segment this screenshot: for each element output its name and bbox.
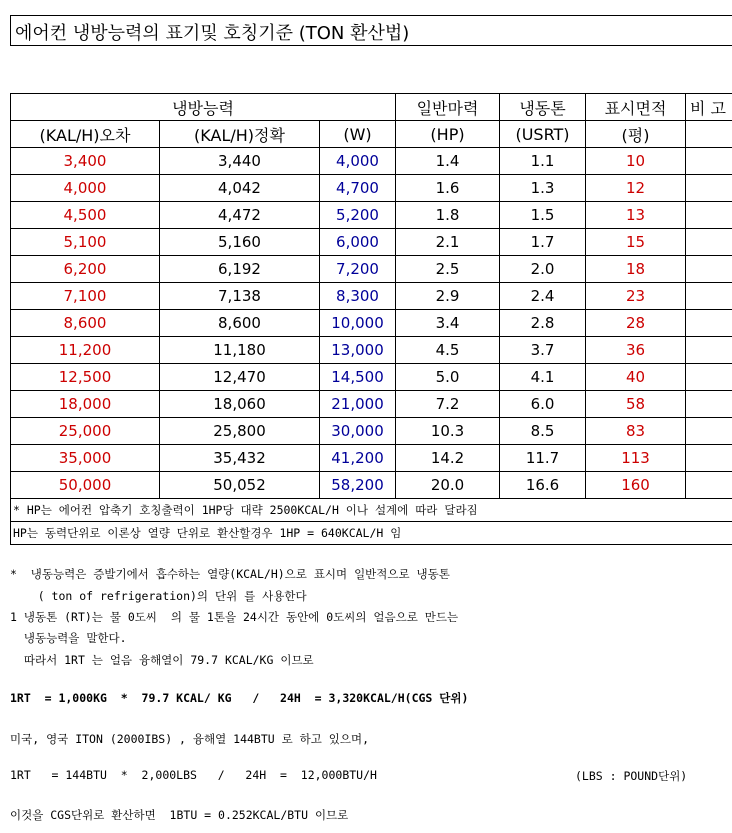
table-note: * HP는 에어컨 압축기 호칭출력이 1HP당 대략 2500KCAL/H 이나 설계에 따라 달라짐 (11, 499, 732, 522)
cell-kcal-approx: 12,500 (11, 364, 160, 391)
cell-remarks (686, 472, 732, 499)
cell-hp: 2.5 (396, 256, 500, 283)
cell-kcal-approx: 25,000 (11, 418, 160, 445)
body-line-1: * 냉동능력은 증발기에서 흡수하는 열량(KCAL/H)으로 표시며 일반적으로 냉동톤 (10, 567, 450, 581)
table-note-row (11, 499, 732, 522)
cell-hp: 2.9 (396, 283, 500, 310)
title-box (10, 15, 732, 46)
table-row (11, 418, 732, 445)
page-title: 에어컨 냉방능력의 표기및 호칭기준 (TON 환산법) (15, 23, 410, 44)
cell-kcal-exact: 4,472 (160, 202, 320, 229)
cell-watt: 5,200 (320, 202, 396, 229)
body-unit-note: (LBS : POUND단위) (575, 769, 688, 783)
cell-usrt: 2.0 (500, 256, 586, 283)
cell-kcal-approx: 3,400 (11, 148, 160, 175)
cell-remarks (686, 418, 732, 445)
cell-pyeong: 23 (586, 283, 686, 310)
table-row (11, 445, 732, 472)
cell-remarks (686, 337, 732, 364)
header-horsepower: 일반마력 (396, 94, 500, 121)
unit-watt: (W) (320, 121, 396, 148)
cell-remarks (686, 445, 732, 472)
cell-usrt: 6.0 (500, 391, 586, 418)
table-row (11, 229, 732, 256)
cell-kcal-exact: 6,192 (160, 256, 320, 283)
table-row (11, 175, 732, 202)
cell-kcal-approx: 18,000 (11, 391, 160, 418)
cell-hp: 3.4 (396, 310, 500, 337)
cell-pyeong: 36 (586, 337, 686, 364)
cell-pyeong: 10 (586, 148, 686, 175)
table-row (11, 364, 732, 391)
cell-kcal-exact: 4,042 (160, 175, 320, 202)
cell-watt: 14,500 (320, 364, 396, 391)
cell-kcal-exact: 3,440 (160, 148, 320, 175)
cell-kcal-approx: 6,200 (11, 256, 160, 283)
cell-usrt: 8.5 (500, 418, 586, 445)
cell-hp: 1.6 (396, 175, 500, 202)
cell-usrt: 1.3 (500, 175, 586, 202)
cell-hp: 7.2 (396, 391, 500, 418)
unit-kcal-exact: (KAL/H)정확 (160, 121, 320, 148)
cell-remarks (686, 283, 732, 310)
cell-usrt: 16.6 (500, 472, 586, 499)
table-row (11, 310, 732, 337)
unit-usrt: (USRT) (500, 121, 586, 148)
cell-pyeong: 113 (586, 445, 686, 472)
body-line-7: 미국, 영국 ITON (2000IBS) , 융해열 144BTU 로 하고 있으며, (10, 732, 370, 746)
table-row (11, 391, 732, 418)
cell-kcal-exact: 50,052 (160, 472, 320, 499)
table-row (11, 337, 732, 364)
header-cooling-capacity: 냉방능력 (11, 94, 396, 121)
cell-kcal-exact: 11,180 (160, 337, 320, 364)
cell-kcal-approx: 8,600 (11, 310, 160, 337)
cell-pyeong: 28 (586, 310, 686, 337)
header-refrigeration-ton: 냉동톤 (500, 94, 586, 121)
cell-usrt: 3.7 (500, 337, 586, 364)
table-note: HP는 동력단위로 이론상 열량 단위로 환산할경우 1HP = 640KCAL/H 임 (11, 522, 732, 545)
unit-kcal-approx: (KAL/H)오차 (11, 121, 160, 148)
cell-hp: 1.8 (396, 202, 500, 229)
cell-pyeong: 18 (586, 256, 686, 283)
cell-remarks (686, 175, 732, 202)
cell-pyeong: 83 (586, 418, 686, 445)
cell-hp: 14.2 (396, 445, 500, 472)
cell-remarks (686, 148, 732, 175)
cell-remarks (686, 364, 732, 391)
cell-usrt: 2.4 (500, 283, 586, 310)
cell-remarks (686, 229, 732, 256)
cell-kcal-approx: 5,100 (11, 229, 160, 256)
cell-hp: 1.4 (396, 148, 500, 175)
table-note-row (11, 522, 732, 545)
capacity-table (10, 93, 732, 545)
cell-watt: 13,000 (320, 337, 396, 364)
cell-hp: 2.1 (396, 229, 500, 256)
cell-usrt: 2.8 (500, 310, 586, 337)
cell-pyeong: 40 (586, 364, 686, 391)
cell-remarks (686, 202, 732, 229)
cell-kcal-exact: 8,600 (160, 310, 320, 337)
table-row (11, 148, 732, 175)
cell-kcal-approx: 4,000 (11, 175, 160, 202)
cell-pyeong: 15 (586, 229, 686, 256)
cell-watt: 6,000 (320, 229, 396, 256)
body-line-10: 이것을 CGS단위로 환산하면 1BTU = 0.252KCAL/BTU 이므로 (10, 808, 349, 822)
header-display-area: 표시면적 (586, 94, 686, 121)
unit-hp: (HP) (396, 121, 500, 148)
cell-remarks (686, 391, 732, 418)
cell-watt: 58,200 (320, 472, 396, 499)
table-row (11, 202, 732, 229)
cell-usrt: 1.1 (500, 148, 586, 175)
cell-watt: 8,300 (320, 283, 396, 310)
cell-hp: 4.5 (396, 337, 500, 364)
cell-kcal-exact: 12,470 (160, 364, 320, 391)
cell-watt: 21,000 (320, 391, 396, 418)
cell-kcal-exact: 5,160 (160, 229, 320, 256)
body-line-2: ( ton of refrigeration)의 단위 를 사용한다 (10, 589, 307, 603)
cell-kcal-exact: 7,138 (160, 283, 320, 310)
cell-watt: 41,200 (320, 445, 396, 472)
cell-hp: 20.0 (396, 472, 500, 499)
cell-remarks (686, 310, 732, 337)
cell-watt: 30,000 (320, 418, 396, 445)
cell-hp: 5.0 (396, 364, 500, 391)
body-formula-1: 1RT = 1,000KG * 79.7 KCAL/ KG / 24H = 3,320KCAL/H(CGS 단위) (10, 691, 469, 705)
body-line-5: 따라서 1RT 는 얼음 융해열이 79.7 KCAL/KG 이므로 (10, 653, 314, 667)
cell-pyeong: 12 (586, 175, 686, 202)
cell-pyeong: 13 (586, 202, 686, 229)
body-line-3: 1 냉동톤 (RT)는 물 0도씨 의 물 1톤을 24시간 동안에 0도씨의 얼음으로 만드는 (10, 610, 459, 624)
cell-kcal-approx: 11,200 (11, 337, 160, 364)
cell-watt: 10,000 (320, 310, 396, 337)
cell-remarks (686, 256, 732, 283)
cell-usrt: 1.7 (500, 229, 586, 256)
table-row (11, 256, 732, 283)
cell-kcal-exact: 18,060 (160, 391, 320, 418)
cell-pyeong: 58 (586, 391, 686, 418)
unit-pyeong: (평) (586, 121, 686, 148)
cell-kcal-approx: 7,100 (11, 283, 160, 310)
cell-hp: 10.3 (396, 418, 500, 445)
cell-kcal-exact: 25,800 (160, 418, 320, 445)
cell-kcal-approx: 4,500 (11, 202, 160, 229)
cell-watt: 4,700 (320, 175, 396, 202)
cell-kcal-exact: 35,432 (160, 445, 320, 472)
unit-remarks (686, 121, 732, 148)
table-row (11, 472, 732, 499)
cell-kcal-approx: 35,000 (11, 445, 160, 472)
cell-usrt: 1.5 (500, 202, 586, 229)
body-line-4: 냉동능력을 말한다. (10, 631, 127, 645)
cell-pyeong: 160 (586, 472, 686, 499)
cell-watt: 4,000 (320, 148, 396, 175)
cell-usrt: 11.7 (500, 445, 586, 472)
cell-kcal-approx: 50,000 (11, 472, 160, 499)
header-remarks: 비 고 (686, 94, 732, 121)
table-row (11, 283, 732, 310)
cell-watt: 7,200 (320, 256, 396, 283)
cell-usrt: 4.1 (500, 364, 586, 391)
body-formula-2: 1RT = 144BTU * 2,000LBS / 24H = 12,000BTU/H (10, 768, 377, 782)
